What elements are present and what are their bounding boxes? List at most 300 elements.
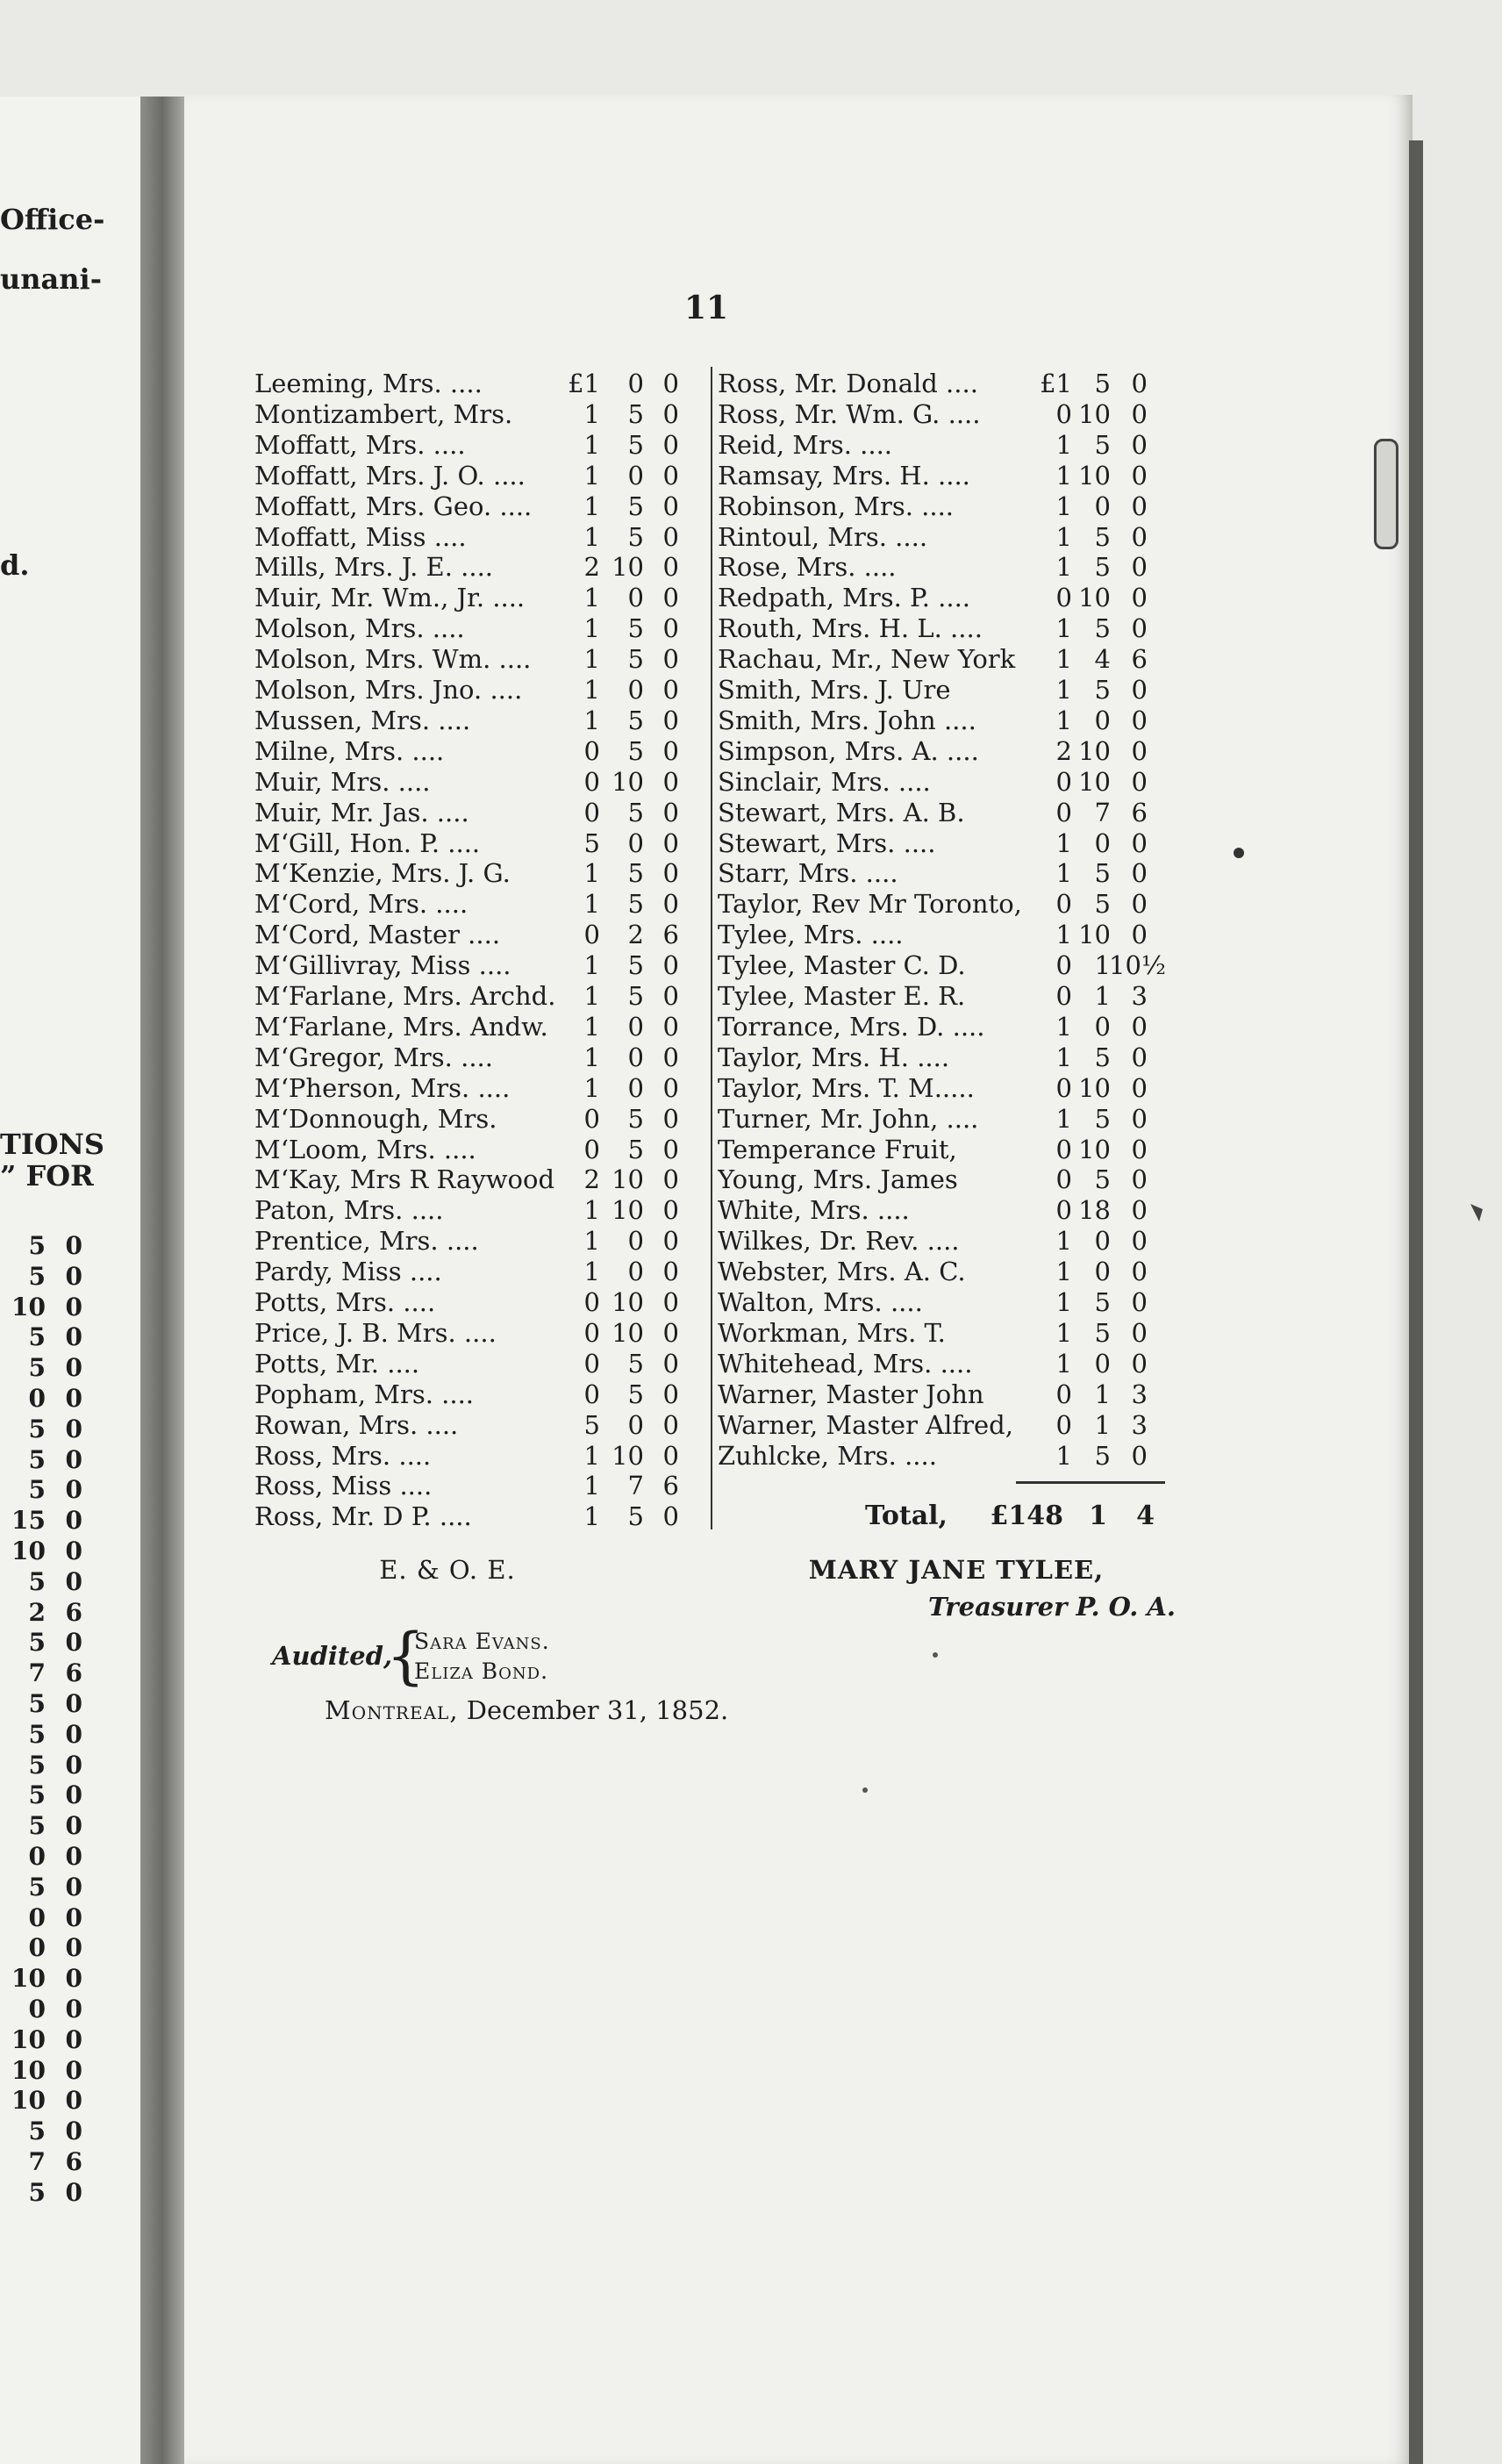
shillings-amount: 10	[612, 1287, 644, 1317]
shillings-amount: 10	[1078, 1134, 1111, 1164]
adjacent-figure: 7	[28, 2147, 46, 2176]
pence-amount: 0	[1131, 735, 1148, 766]
pence-amount: 0	[662, 583, 679, 613]
shillings-amount: 10	[612, 1317, 644, 1348]
pounds-amount: 1	[1055, 521, 1072, 552]
donor-name: M‘Gill, Hon. P. ....	[254, 827, 481, 858]
pence-amount: 0	[662, 705, 679, 735]
pounds-amount: 0	[1055, 981, 1072, 1011]
adjacent-figure: 0	[65, 1872, 82, 1902]
pence-amount: 0	[662, 858, 679, 889]
pounds-amount: 0	[583, 1134, 600, 1164]
donor-name: Taylor, Rev Mr Toronto,	[718, 889, 1022, 920]
pounds-amount: 1	[1055, 491, 1072, 521]
donor-name: Muir, Mr. Wm., Jr. ....	[254, 583, 526, 613]
ink-speck	[862, 1787, 868, 1793]
shillings-amount: 10	[612, 552, 644, 583]
adjacent-figure: 0	[65, 1780, 82, 1810]
ink-speck	[933, 1652, 938, 1658]
shillings-amount: 0	[1094, 1226, 1111, 1257]
shillings-amount: 0	[627, 1072, 644, 1103]
adjacent-figure: 0	[65, 1414, 82, 1443]
errors-omissions-note: E. & O. E.	[379, 1555, 516, 1585]
adjacent-figure: 0	[65, 1353, 82, 1383]
pence-amount: 0	[662, 521, 679, 552]
pounds-amount: 1	[583, 981, 600, 1011]
donor-name: Wilkes, Dr. Rev. ....	[718, 1226, 960, 1257]
shillings-amount: 5	[627, 735, 644, 766]
pounds-amount: 0	[583, 1317, 600, 1348]
pence-amount: 0	[662, 1501, 679, 1532]
pence-amount: 0	[1131, 491, 1148, 521]
donor-name: M‘Farlane, Mrs. Andw.	[254, 1011, 548, 1042]
pence-amount: 0	[662, 369, 679, 398]
donor-name: White, Mrs. ....	[718, 1195, 910, 1226]
pounds-amount: 1	[583, 1195, 600, 1226]
adjacent-figure: 0	[65, 1842, 82, 1871]
pence-amount: 0	[662, 1072, 679, 1103]
pounds-amount: 1	[1055, 1317, 1072, 1348]
pounds-amount: 0	[1055, 583, 1072, 613]
shillings-amount: 5	[1094, 521, 1111, 552]
pounds-amount: 1	[1055, 920, 1072, 950]
pence-amount: 0	[1131, 1257, 1148, 1287]
total-shillings: 1	[1089, 1501, 1107, 1531]
pence-amount: 0	[1131, 369, 1148, 398]
donor-name: Milne, Mrs. ....	[254, 735, 445, 766]
adjacent-figure: 5	[28, 1322, 46, 1352]
shillings-amount: 5	[1094, 429, 1111, 460]
pence-amount: 10½	[1109, 950, 1167, 981]
shillings-amount: 7	[627, 1471, 644, 1501]
pence-amount: 0	[662, 1134, 679, 1164]
adjacent-figure: 5	[28, 1689, 46, 1718]
adjacent-figure: 0	[28, 1933, 46, 1963]
adjacent-fragment-text: d.	[0, 548, 30, 582]
pence-amount: 0	[662, 1348, 679, 1379]
adjacent-figure: 0	[28, 1995, 46, 2023]
shillings-amount: 0	[1094, 1257, 1111, 1287]
donor-name: M‘Donnough, Mrs.	[254, 1103, 497, 1134]
pounds-amount: 0	[1055, 398, 1072, 429]
adjacent-figure: 0	[65, 1811, 82, 1841]
pence-amount: 0	[662, 1317, 679, 1348]
donor-name: Ross, Mrs. ....	[254, 1440, 432, 1471]
pounds-amount: 1	[583, 1226, 600, 1257]
pence-amount: 0	[662, 797, 679, 827]
shillings-amount: 10	[612, 1164, 644, 1195]
pounds-amount: 2	[583, 1164, 600, 1195]
pence-amount: 0	[1131, 1287, 1148, 1317]
shillings-amount: 1	[1094, 950, 1111, 981]
adjacent-figure: 0	[65, 1292, 82, 1322]
donor-name: Tylee, Master E. R.	[718, 981, 966, 1011]
pence-amount: 0	[1131, 613, 1148, 644]
adjacent-figure: 10	[11, 2024, 46, 2054]
donor-name: Routh, Mrs. H. L. ....	[718, 613, 983, 644]
adjacent-figure: 5	[28, 1750, 46, 1780]
report-date: December 31, 1852.	[466, 1695, 729, 1725]
adjacent-figure: 0	[65, 1322, 82, 1352]
pence-amount: 0	[662, 735, 679, 766]
donor-name: Stewart, Mrs. A. B.	[718, 797, 965, 827]
pence-amount: 0	[662, 1103, 679, 1134]
shillings-amount: 5	[627, 1103, 644, 1134]
donor-name: Simpson, Mrs. A. ....	[718, 735, 979, 766]
pounds-amount: 5	[583, 827, 600, 858]
adjacent-figure: 0	[65, 1964, 82, 1994]
shillings-amount: 5	[1094, 1287, 1111, 1317]
adjacent-figure: 0	[65, 1750, 82, 1780]
shillings-amount: 18	[1078, 1195, 1111, 1226]
donor-name: Smith, Mrs. J. Ure	[718, 675, 951, 705]
pence-amount: 0	[1131, 889, 1148, 920]
pence-amount: 0	[662, 429, 679, 460]
shillings-amount: 5	[1094, 1440, 1111, 1471]
donor-name: Warner, Master John	[718, 1379, 984, 1409]
adjacent-figure: 6	[65, 1658, 82, 1688]
adjacent-figure: 5	[28, 1872, 46, 1902]
auditor-name: Sara Evans.	[414, 1629, 550, 1654]
shillings-amount: 5	[627, 613, 644, 644]
shillings-amount: 10	[1078, 1072, 1111, 1103]
donor-name: Ramsay, Mrs. H. ....	[718, 460, 970, 491]
shillings-amount: 10	[1078, 920, 1111, 950]
pence-amount: 0	[662, 1409, 679, 1440]
donor-name: Muir, Mrs. ....	[254, 766, 431, 797]
shillings-amount: 0	[627, 1409, 644, 1440]
donor-name: Torrance, Mrs. D. ....	[718, 1011, 985, 1042]
shillings-amount: 5	[627, 797, 644, 827]
shillings-amount: 5	[627, 1501, 644, 1532]
adjacent-figure: 5	[28, 1444, 46, 1474]
adjacent-figure: 5	[28, 1231, 46, 1260]
pounds-amount: 0	[583, 1103, 600, 1134]
adjacent-figure: 5	[28, 1566, 46, 1596]
adjacent-figure: 0	[65, 2024, 82, 2054]
adjacent-figure: 0	[65, 2055, 82, 2085]
pounds-amount: 0	[1055, 1379, 1072, 1409]
pence-amount: 0	[662, 398, 679, 429]
adjacent-fragment-text: ” FOR	[0, 1159, 94, 1193]
shillings-amount: 5	[627, 1134, 644, 1164]
pounds-amount: £1	[568, 369, 600, 398]
donor-name: Turner, Mr. John, ....	[718, 1103, 979, 1134]
adjacent-fragment-text: Office-	[0, 203, 105, 236]
pence-amount: 0	[662, 950, 679, 981]
pence-amount: 6	[1131, 797, 1148, 827]
shillings-amount: 1	[1094, 1379, 1111, 1409]
adjacent-figure: 2	[28, 1597, 46, 1627]
shillings-amount: 0	[1094, 491, 1111, 521]
pence-amount: 0	[1131, 1011, 1148, 1042]
pence-amount: 0	[1131, 1317, 1148, 1348]
pounds-amount: 1	[1055, 1287, 1072, 1317]
donor-name: Mussen, Mrs. ....	[254, 705, 471, 735]
pence-amount: 0	[662, 1257, 679, 1287]
pence-amount: 0	[1131, 705, 1148, 735]
adjacent-figure: 5	[28, 1353, 46, 1383]
adjacent-figure: 5	[28, 1261, 46, 1291]
shillings-amount: 10	[612, 766, 644, 797]
pounds-amount: 0	[583, 920, 600, 950]
adjacent-figure: 0	[65, 2086, 82, 2116]
donor-name: Young, Mrs. James	[718, 1164, 958, 1195]
donor-name: Pardy, Miss ....	[254, 1257, 442, 1287]
shillings-amount: 5	[1094, 889, 1111, 920]
adjacent-figure: 0	[65, 1475, 82, 1505]
pounds-amount: 0	[1055, 766, 1072, 797]
pence-amount: 0	[1131, 827, 1148, 858]
donor-name: M‘Cord, Mrs. ....	[254, 889, 468, 920]
adjacent-figure: 5	[28, 1414, 46, 1443]
shillings-amount: 5	[627, 1379, 644, 1409]
ink-speck	[1234, 848, 1244, 858]
pounds-amount: 0	[1055, 889, 1072, 920]
shillings-amount: 0	[1094, 1011, 1111, 1042]
pounds-amount: 1	[1055, 552, 1072, 583]
donor-name: Moffatt, Miss ....	[254, 521, 467, 552]
donor-name: Stewart, Mrs. ....	[718, 827, 936, 858]
pounds-amount: 1	[1055, 613, 1072, 644]
pounds-amount: 1	[1055, 1103, 1072, 1134]
donor-name: Webster, Mrs. A. C.	[718, 1257, 966, 1287]
shillings-amount: 5	[1094, 552, 1111, 583]
pounds-amount: 1	[1055, 1011, 1072, 1042]
adjacent-figure: 0	[65, 1384, 82, 1413]
donor-name: M‘Cord, Master ....	[254, 920, 501, 950]
pounds-amount: 1	[583, 950, 600, 981]
pounds-amount: 1	[583, 1471, 600, 1501]
adjacent-figure: 0	[65, 1566, 82, 1596]
donor-name: Walton, Mrs. ....	[718, 1287, 923, 1317]
adjacent-figure: 5	[28, 1628, 46, 1658]
shillings-amount: 10	[1078, 735, 1111, 766]
donor-name: Potts, Mrs. ....	[254, 1287, 436, 1317]
pounds-amount: 1	[583, 460, 600, 491]
shillings-amount: 7	[1094, 797, 1111, 827]
pounds-amount: 1	[583, 398, 600, 429]
pounds-amount: 1	[583, 429, 600, 460]
shillings-amount: 5	[1094, 369, 1111, 398]
donor-name: Rowan, Mrs. ....	[254, 1409, 459, 1440]
donor-name: Sinclair, Mrs. ....	[718, 766, 931, 797]
shillings-amount: 5	[627, 705, 644, 735]
adjacent-figure: 0	[65, 1444, 82, 1474]
donor-name: Smith, Mrs. John ....	[718, 705, 976, 735]
shillings-amount: 0	[627, 1011, 644, 1042]
donor-name: M‘Gillivray, Miss ....	[254, 950, 511, 981]
pounds-amount: 0	[583, 735, 600, 766]
adjacent-figure: 0	[65, 2177, 82, 2207]
adjacent-figure: 0	[28, 1842, 46, 1871]
donor-name: Whitehead, Mrs. ....	[718, 1348, 973, 1379]
donor-name: Moffatt, Mrs. J. O. ....	[254, 460, 526, 491]
adjacent-figure: 7	[28, 1658, 46, 1688]
pounds-amount: 1	[583, 705, 600, 735]
shillings-amount: 5	[627, 981, 644, 1011]
adjacent-figure: 0	[65, 1628, 82, 1658]
pounds-amount: 0	[583, 1287, 600, 1317]
pounds-amount: 1	[583, 889, 600, 920]
shillings-amount: 0	[627, 675, 644, 705]
pence-amount: 0	[662, 675, 679, 705]
donor-name: Ross, Mr. Donald ....	[718, 369, 978, 398]
pounds-amount: 1	[1055, 644, 1072, 675]
shillings-amount: 5	[1094, 858, 1111, 889]
donor-name: Ross, Mr. D P. ....	[254, 1501, 472, 1532]
pence-amount: 0	[1131, 766, 1148, 797]
pence-amount: 0	[1131, 460, 1148, 491]
donor-name: Warner, Master Alfred,	[718, 1409, 1013, 1440]
shillings-amount: 10	[612, 1195, 644, 1226]
pence-amount: 6	[1131, 644, 1148, 675]
adjacent-figure: 5	[28, 2117, 46, 2146]
shillings-amount: 5	[1094, 1164, 1111, 1195]
pence-amount: 0	[1131, 521, 1148, 552]
shillings-amount: 10	[1078, 583, 1111, 613]
adjacent-figure: 15	[11, 1506, 46, 1536]
pounds-amount: 0	[583, 766, 600, 797]
donor-name: M‘Gregor, Mrs. ....	[254, 1042, 493, 1072]
shillings-amount: 2	[627, 920, 644, 950]
donor-name: M‘Pherson, Mrs. ....	[254, 1072, 511, 1103]
adjacent-figure: 5	[28, 2177, 46, 2207]
adjacent-figure: 6	[65, 1597, 82, 1627]
adjacent-figure: 10	[11, 2055, 46, 2085]
pounds-amount: 1	[583, 1011, 600, 1042]
pounds-amount: 1	[583, 583, 600, 613]
adjacent-figure: 5	[28, 1475, 46, 1505]
adjacent-figure: 10	[11, 1292, 46, 1322]
donor-name: Workman, Mrs. T.	[718, 1317, 946, 1348]
donor-name: M‘Farlane, Mrs. Archd.	[254, 981, 556, 1011]
pounds-amount: 1	[583, 1501, 600, 1532]
shillings-amount: 5	[1094, 1317, 1111, 1348]
donor-name: Molson, Mrs. ....	[254, 613, 465, 644]
donor-name: Prentice, Mrs. ....	[254, 1226, 479, 1257]
adjacent-figure: 0	[28, 1384, 46, 1413]
page-number: 11	[683, 290, 729, 326]
adjacent-figure: 10	[11, 2086, 46, 2116]
donor-name: Mills, Mrs. J. E. ....	[254, 552, 494, 583]
donor-name: Redpath, Mrs. P. ....	[718, 583, 971, 613]
donor-name: Moffatt, Mrs. Geo. ....	[254, 491, 533, 521]
shillings-amount: 0	[627, 583, 644, 613]
pence-amount: 0	[1131, 1134, 1148, 1164]
pounds-amount: 1	[1055, 1348, 1072, 1379]
shillings-amount: 0	[627, 1042, 644, 1072]
shillings-amount: 1	[1094, 981, 1111, 1011]
pence-amount: 0	[662, 1287, 679, 1317]
pence-amount: 0	[662, 1042, 679, 1072]
adjacent-figure: 0	[65, 1536, 82, 1565]
shillings-amount: 5	[627, 429, 644, 460]
pounds-amount: 0	[1055, 797, 1072, 827]
adjacent-figure: 0	[28, 1902, 46, 1932]
shillings-amount: 0	[627, 1226, 644, 1257]
audit-brace: {	[386, 1620, 426, 1692]
auditor-name: Eliza Bond.	[414, 1658, 549, 1684]
donor-name: M‘Kay, Mrs R Raywood	[254, 1164, 555, 1195]
pence-amount: 0	[662, 1164, 679, 1195]
shillings-amount: 0	[627, 827, 644, 858]
pence-amount: 6	[662, 1471, 679, 1501]
pence-amount: 0	[1131, 1348, 1148, 1379]
pounds-amount: 2	[1055, 735, 1072, 766]
pence-amount: 0	[1131, 1103, 1148, 1134]
donor-name: Moffatt, Mrs. ....	[254, 429, 466, 460]
donor-name: M‘Loom, Mrs. ....	[254, 1134, 476, 1164]
pence-amount: 0	[662, 889, 679, 920]
donor-name: Price, J. B. Mrs. ....	[254, 1317, 497, 1348]
pounds-amount: 0	[1055, 950, 1072, 981]
donor-name: Muir, Mr. Jas. ....	[254, 797, 469, 827]
pounds-amount: 1	[583, 491, 600, 521]
pence-amount: 0	[1131, 675, 1148, 705]
pence-amount: 0	[662, 827, 679, 858]
pence-amount: 0	[662, 1195, 679, 1226]
donor-name: Taylor, Mrs. T. M.....	[718, 1072, 975, 1103]
pence-amount: 0	[1131, 1195, 1148, 1226]
donor-name: Ross, Mr. Wm. G. ....	[718, 398, 981, 429]
pence-amount: 0	[1131, 858, 1148, 889]
adjacent-figure: 5	[28, 1780, 46, 1810]
shillings-amount: 5	[627, 950, 644, 981]
total-pounds: £148	[990, 1501, 1063, 1531]
shillings-amount: 0	[627, 369, 644, 398]
donor-name: Robinson, Mrs. ....	[718, 491, 955, 521]
pounds-amount: 0	[1055, 1072, 1072, 1103]
donor-name: Paton, Mrs. ....	[254, 1195, 444, 1226]
pounds-amount: 1	[583, 1042, 600, 1072]
pounds-amount: £1	[1040, 369, 1072, 398]
treasurer-name: MARY JANE TYLEE,	[808, 1555, 1105, 1585]
pounds-amount: 1	[583, 644, 600, 675]
shillings-amount: 5	[1094, 613, 1111, 644]
pounds-amount: 1	[583, 521, 600, 552]
pounds-amount: 1	[1055, 1042, 1072, 1072]
adjacent-figure: 0	[65, 1231, 82, 1260]
audited-label: Audited,	[272, 1641, 393, 1671]
pounds-amount: 0	[1055, 1195, 1072, 1226]
shillings-amount: 0	[627, 460, 644, 491]
donor-name: Zuhlcke, Mrs. ....	[718, 1440, 937, 1471]
donor-name: Popham, Mrs. ....	[254, 1379, 475, 1409]
pence-amount: 0	[662, 1379, 679, 1409]
treasurer-title: Treasurer P. O. A.	[927, 1592, 1176, 1622]
shillings-amount: 5	[627, 858, 644, 889]
adjacent-figure: 0	[65, 2117, 82, 2146]
donor-name: Tylee, Master C. D.	[718, 950, 966, 981]
shillings-amount: 10	[1078, 460, 1111, 491]
donor-name: Rintoul, Mrs. ....	[718, 521, 928, 552]
shillings-amount: 5	[627, 1348, 644, 1379]
pence-amount: 0	[662, 981, 679, 1011]
shillings-amount: 5	[1094, 675, 1111, 705]
pounds-amount: 1	[1055, 827, 1072, 858]
shillings-amount: 5	[627, 644, 644, 675]
donor-name: M‘Kenzie, Mrs. J. G.	[254, 858, 511, 889]
pounds-amount: 1	[583, 1440, 600, 1471]
shillings-amount: 1	[1094, 1409, 1111, 1440]
adjacent-figure: 0	[65, 1261, 82, 1291]
shillings-amount: 5	[627, 889, 644, 920]
pounds-amount: 0	[583, 1379, 600, 1409]
pence-amount: 6	[662, 920, 679, 950]
pounds-amount: 1	[1055, 460, 1072, 491]
pence-amount: 0	[1131, 583, 1148, 613]
